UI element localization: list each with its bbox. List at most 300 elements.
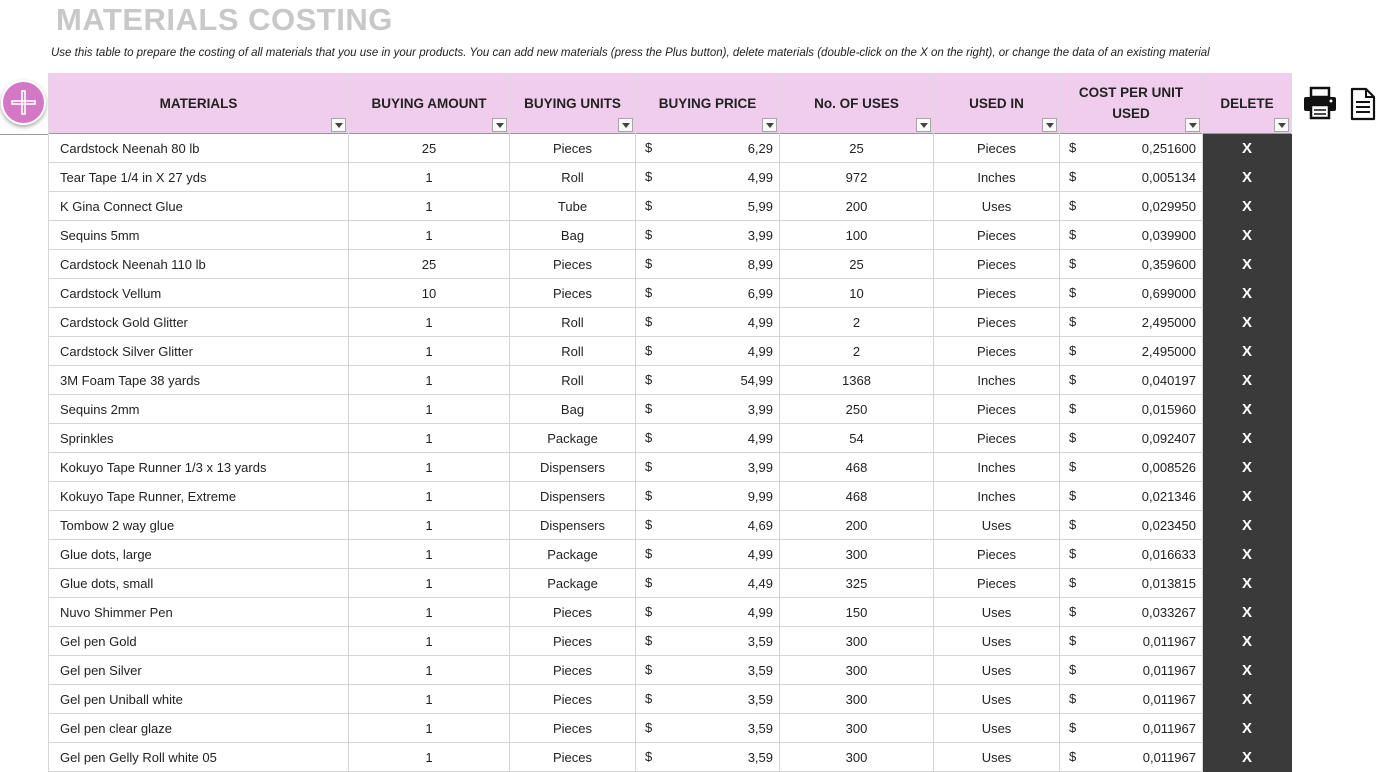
no-of-uses-cell[interactable]: 2	[780, 308, 934, 337]
column-header-materials: MATERIALS	[49, 73, 349, 134]
buying-price-cell[interactable]	[636, 627, 780, 656]
no-of-uses-cell[interactable]: 200	[780, 192, 934, 221]
delete-row-button[interactable]: X	[1203, 134, 1292, 163]
used-in-cell[interactable]: Pieces	[934, 221, 1060, 250]
table-row	[49, 192, 1292, 221]
used-in-cell[interactable]: Pieces	[934, 540, 1060, 569]
cost-per-unit-value: 0,011967	[1142, 662, 1196, 678]
cost-per-unit-cell[interactable]	[1060, 279, 1203, 308]
currency-symbol: $	[1069, 314, 1077, 329]
currency-symbol: $	[645, 459, 653, 474]
currency-symbol: $	[1069, 546, 1077, 561]
buying-price-cell[interactable]	[636, 250, 780, 279]
delete-row-button[interactable]: X	[1203, 627, 1292, 656]
delete-row-button[interactable]: X	[1203, 308, 1292, 337]
cost-per-unit-cell[interactable]	[1060, 656, 1203, 685]
cost-per-unit-value: 0,005134	[1141, 169, 1196, 185]
buying-price-cell[interactable]	[636, 134, 780, 163]
material-cell[interactable]: Kokuyo Tape Runner, Extreme	[49, 482, 349, 511]
buying-price-value: 4,99	[747, 604, 773, 620]
cost-per-unit-cell[interactable]	[1060, 308, 1203, 337]
cost-per-unit-value: 0,011967	[1142, 720, 1196, 736]
table-row	[49, 511, 1292, 540]
material-cell[interactable]: Gel pen Uniball white	[49, 685, 349, 714]
material-cell[interactable]: Sequins 5mm	[49, 221, 349, 250]
buying-units-cell[interactable]: Package	[510, 424, 636, 453]
buying-amount-cell[interactable]: 1	[349, 511, 510, 540]
no-of-uses-cell[interactable]: 200	[780, 511, 934, 540]
buying-price-cell[interactable]	[636, 511, 780, 540]
buying-units-cell[interactable]: Dispensers	[510, 482, 636, 511]
table-row	[49, 714, 1292, 743]
buying-units-cell[interactable]: Dispensers	[510, 453, 636, 482]
buying-amount-cell[interactable]: 1	[349, 308, 510, 337]
delete-row-button[interactable]: X	[1203, 714, 1292, 743]
buying-amount-cell[interactable]: 25	[349, 134, 510, 163]
currency-symbol: $	[645, 720, 653, 735]
buying-price-value: 6,29	[747, 140, 773, 156]
table-row	[49, 134, 1292, 163]
buying-price-value: 6,99	[747, 285, 773, 301]
table-row	[49, 279, 1292, 308]
currency-symbol: $	[1069, 227, 1077, 242]
buying-units-cell[interactable]: Package	[510, 569, 636, 598]
currency-symbol: $	[1069, 169, 1077, 184]
currency-symbol: $	[1069, 488, 1077, 503]
cost-per-unit-cell[interactable]	[1060, 511, 1203, 540]
table-row	[49, 482, 1292, 511]
cost-per-unit-value: 0,015960	[1141, 401, 1196, 417]
used-in-cell[interactable]: Uses	[934, 656, 1060, 685]
cost-per-unit-value: 0,033267	[1141, 604, 1196, 620]
currency-symbol: $	[645, 314, 653, 329]
page-title: MATERIALS COSTING	[56, 2, 393, 37]
buying-price-cell[interactable]	[636, 685, 780, 714]
delete-row-button[interactable]: X	[1203, 337, 1292, 366]
buying-units-cell[interactable]: Bag	[510, 395, 636, 424]
no-of-uses-cell[interactable]: 300	[780, 714, 934, 743]
column-header-cost-per-unit-used: COST PER UNIT USED	[1060, 73, 1203, 134]
currency-symbol: $	[645, 140, 653, 155]
column-header-buying-price: BUYING PRICE	[636, 73, 780, 134]
delete-row-button[interactable]: X	[1203, 511, 1292, 540]
buying-amount-cell[interactable]: 1	[349, 192, 510, 221]
used-in-cell[interactable]: Uses	[934, 627, 1060, 656]
cost-per-unit-cell[interactable]	[1060, 453, 1203, 482]
material-cell[interactable]: Sequins 2mm	[49, 395, 349, 424]
buying-amount-cell[interactable]: 1	[349, 395, 510, 424]
cost-per-unit-cell[interactable]	[1060, 598, 1203, 627]
table-row	[49, 163, 1292, 192]
cost-per-unit-cell[interactable]	[1060, 395, 1203, 424]
buying-price-value: 4,69	[747, 517, 773, 533]
cost-per-unit-cell[interactable]	[1060, 366, 1203, 395]
buying-amount-cell[interactable]: 1	[349, 163, 510, 192]
cost-per-unit-value: 0,016633	[1141, 546, 1196, 562]
column-header-buying-amount: BUYING AMOUNT	[349, 73, 510, 134]
buying-amount-cell[interactable]: 1	[349, 714, 510, 743]
cost-per-unit-value: 0,011967	[1142, 691, 1196, 707]
buying-price-cell[interactable]	[636, 482, 780, 511]
currency-symbol: $	[1069, 401, 1077, 416]
filter-dropdown-icon[interactable]	[618, 118, 633, 132]
currency-symbol: $	[645, 285, 653, 300]
buying-price-cell[interactable]	[636, 279, 780, 308]
material-cell[interactable]: Cardstock Gold Glitter	[49, 308, 349, 337]
buying-price-cell[interactable]	[636, 598, 780, 627]
buying-amount-cell[interactable]: 1	[349, 366, 510, 395]
buying-units-cell[interactable]: Pieces	[510, 656, 636, 685]
currency-symbol: $	[1069, 198, 1077, 213]
material-cell[interactable]: K Gina Connect Glue	[49, 192, 349, 221]
material-cell[interactable]: Gel pen Silver	[49, 656, 349, 685]
cost-per-unit-value: 0,011967	[1142, 633, 1196, 649]
table-row	[49, 395, 1292, 424]
cost-per-unit-value: 0,040197	[1141, 372, 1196, 388]
cost-per-unit-value: 2,495000	[1141, 343, 1196, 359]
table-row	[49, 627, 1292, 656]
buying-amount-cell[interactable]: 1	[349, 685, 510, 714]
currency-symbol: $	[645, 691, 653, 706]
cost-per-unit-value: 0,021346	[1141, 488, 1196, 504]
no-of-uses-cell[interactable]: 2	[780, 337, 934, 366]
document-icon[interactable]	[1350, 87, 1376, 121]
cost-per-unit-value: 0,359600	[1141, 256, 1196, 272]
delete-row-button[interactable]: X	[1203, 250, 1292, 279]
material-cell[interactable]: Cardstock Silver Glitter	[49, 337, 349, 366]
currency-symbol: $	[645, 256, 653, 271]
buying-price-value: 3,59	[747, 662, 773, 678]
used-in-cell[interactable]: Uses	[934, 598, 1060, 627]
used-in-cell[interactable]: Uses	[934, 511, 1060, 540]
delete-row-button[interactable]: X	[1203, 656, 1292, 685]
buying-amount-cell[interactable]: 1	[349, 598, 510, 627]
divider	[0, 134, 48, 135]
used-in-cell[interactable]: Uses	[934, 192, 1060, 221]
used-in-cell[interactable]: Pieces	[934, 308, 1060, 337]
cost-per-unit-value: 0,011967	[1142, 749, 1196, 765]
no-of-uses-cell[interactable]: 10	[780, 279, 934, 308]
cost-per-unit-value: 0,039900	[1141, 227, 1196, 243]
used-in-cell[interactable]: Inches	[934, 163, 1060, 192]
currency-symbol: $	[645, 749, 653, 764]
material-cell[interactable]: Cardstock Neenah 80 lb	[49, 134, 349, 163]
buying-amount-cell[interactable]: 10	[349, 279, 510, 308]
buying-price-value: 4,49	[747, 575, 773, 591]
cost-per-unit-cell[interactable]	[1060, 424, 1203, 453]
used-in-cell[interactable]: Uses	[934, 685, 1060, 714]
buying-units-cell[interactable]: Pieces	[510, 279, 636, 308]
buying-amount-cell[interactable]: 25	[349, 250, 510, 279]
cost-per-unit-value: 0,029950	[1141, 198, 1196, 214]
filter-dropdown-icon[interactable]	[1274, 118, 1289, 132]
used-in-cell[interactable]: Inches	[934, 366, 1060, 395]
buying-price-value: 3,59	[747, 691, 773, 707]
buying-units-cell[interactable]: Roll	[510, 308, 636, 337]
buying-amount-cell[interactable]: 1	[349, 627, 510, 656]
no-of-uses-cell[interactable]: 972	[780, 163, 934, 192]
delete-row-button[interactable]: X	[1203, 569, 1292, 598]
currency-symbol: $	[645, 575, 653, 590]
currency-symbol: $	[645, 546, 653, 561]
cost-per-unit-value: 0,699000	[1141, 285, 1196, 301]
buying-price-value: 5,99	[747, 198, 773, 214]
no-of-uses-cell[interactable]: 150	[780, 598, 934, 627]
buying-units-cell[interactable]: Tube	[510, 192, 636, 221]
plus-icon	[11, 90, 36, 115]
currency-symbol: $	[1069, 343, 1077, 358]
no-of-uses-cell[interactable]: 325	[780, 569, 934, 598]
no-of-uses-cell[interactable]: 100	[780, 221, 934, 250]
page-instructions: Use this table to prepare the costing of all materials that you use in your products. You can add new materials (press the Plus button), delete materials (double-click on the X on the right), or change the data of an existing material	[51, 47, 1210, 59]
no-of-uses-cell[interactable]: 300	[780, 743, 934, 772]
material-cell[interactable]: Sprinkles	[49, 424, 349, 453]
delete-row-button[interactable]: X	[1203, 221, 1292, 250]
buying-amount-cell[interactable]: 1	[349, 656, 510, 685]
cost-per-unit-cell[interactable]	[1060, 743, 1203, 772]
currency-symbol: $	[645, 633, 653, 648]
buying-units-cell[interactable]: Package	[510, 540, 636, 569]
buying-units-cell[interactable]: Pieces	[510, 250, 636, 279]
no-of-uses-cell[interactable]: 250	[780, 395, 934, 424]
buying-price-value: 54,99	[740, 372, 773, 388]
currency-symbol: $	[1069, 749, 1077, 764]
no-of-uses-cell[interactable]: 25	[780, 250, 934, 279]
currency-symbol: $	[1069, 662, 1077, 677]
table-row	[49, 540, 1292, 569]
buying-price-value: 4,99	[747, 169, 773, 185]
currency-symbol: $	[645, 430, 653, 445]
filter-dropdown-icon[interactable]	[331, 118, 346, 132]
delete-row-button[interactable]: X	[1203, 279, 1292, 308]
buying-price-value: 9,99	[747, 488, 773, 504]
material-cell[interactable]: Nuvo Shimmer Pen	[49, 598, 349, 627]
add-material-button[interactable]	[1, 80, 46, 125]
table-row	[49, 308, 1292, 337]
cost-per-unit-cell[interactable]	[1060, 714, 1203, 743]
material-cell[interactable]: Gel pen Gold	[49, 627, 349, 656]
column-header-buying-units: BUYING UNITS	[510, 73, 636, 134]
buying-price-cell[interactable]	[636, 395, 780, 424]
delete-row-button[interactable]: X	[1203, 482, 1292, 511]
buying-price-value: 3,59	[747, 633, 773, 649]
material-cell[interactable]: Gel pen Gelly Roll white 05	[49, 743, 349, 772]
column-header-no-of-uses: No. OF USES	[780, 73, 934, 134]
currency-symbol: $	[1069, 691, 1077, 706]
currency-symbol: $	[645, 662, 653, 677]
filter-dropdown-icon[interactable]	[492, 118, 507, 132]
delete-row-button[interactable]: X	[1203, 395, 1292, 424]
no-of-uses-cell[interactable]: 300	[780, 656, 934, 685]
material-cell[interactable]: 3M Foam Tape 38 yards	[49, 366, 349, 395]
used-in-cell[interactable]: Inches	[934, 453, 1060, 482]
delete-row-button[interactable]: X	[1203, 192, 1292, 221]
printer-icon[interactable]	[1302, 86, 1338, 120]
used-in-cell[interactable]: Pieces	[934, 424, 1060, 453]
column-header-used-in: USED IN	[934, 73, 1060, 134]
buying-amount-cell[interactable]: 1	[349, 569, 510, 598]
delete-row-button[interactable]: X	[1203, 424, 1292, 453]
currency-symbol: $	[645, 517, 653, 532]
buying-units-cell[interactable]: Pieces	[510, 627, 636, 656]
cost-per-unit-value: 0,008526	[1141, 459, 1196, 475]
currency-symbol: $	[1069, 517, 1077, 532]
material-cell[interactable]: Tear Tape 1/4 in X 27 yds	[49, 163, 349, 192]
buying-price-cell[interactable]	[636, 569, 780, 598]
buying-units-cell[interactable]: Dispensers	[510, 511, 636, 540]
currency-symbol: $	[1069, 140, 1077, 155]
buying-units-cell[interactable]: Pieces	[510, 714, 636, 743]
buying-units-cell[interactable]: Roll	[510, 337, 636, 366]
buying-units-cell[interactable]: Pieces	[510, 743, 636, 772]
delete-row-button[interactable]: X	[1203, 685, 1292, 714]
no-of-uses-cell[interactable]: 468	[780, 482, 934, 511]
cost-per-unit-cell[interactable]	[1060, 250, 1203, 279]
no-of-uses-cell[interactable]: 54	[780, 424, 934, 453]
cost-per-unit-value: 0,251600	[1141, 140, 1196, 156]
cost-per-unit-cell[interactable]	[1060, 192, 1203, 221]
buying-units-cell[interactable]: Pieces	[510, 598, 636, 627]
no-of-uses-cell[interactable]: 1368	[780, 366, 934, 395]
currency-symbol: $	[645, 169, 653, 184]
buying-units-cell[interactable]: Roll	[510, 163, 636, 192]
currency-symbol: $	[645, 372, 653, 387]
cost-per-unit-value: 0,023450	[1141, 517, 1196, 533]
cost-per-unit-value: 0,013815	[1141, 575, 1196, 591]
currency-symbol: $	[1069, 256, 1077, 271]
cost-per-unit-cell[interactable]	[1060, 221, 1203, 250]
currency-symbol: $	[1069, 633, 1077, 648]
buying-price-value: 8,99	[747, 256, 773, 272]
currency-symbol: $	[645, 604, 653, 619]
buying-amount-cell[interactable]: 1	[349, 424, 510, 453]
currency-symbol: $	[1069, 575, 1077, 590]
no-of-uses-cell[interactable]: 25	[780, 134, 934, 163]
table-row	[49, 598, 1292, 627]
buying-units-cell[interactable]: Pieces	[510, 134, 636, 163]
material-cell[interactable]: Kokuyo Tape Runner 1/3 x 13 yards	[49, 453, 349, 482]
material-cell[interactable]: Tombow 2 way glue	[49, 511, 349, 540]
delete-row-button[interactable]: X	[1203, 163, 1292, 192]
currency-symbol: $	[1069, 372, 1077, 387]
buying-amount-cell[interactable]: 1	[349, 482, 510, 511]
filter-dropdown-icon[interactable]	[1042, 118, 1057, 132]
cost-per-unit-cell[interactable]	[1060, 337, 1203, 366]
material-cell[interactable]: Glue dots, large	[49, 540, 349, 569]
cost-per-unit-cell[interactable]	[1060, 134, 1203, 163]
buying-units-cell[interactable]: Roll	[510, 366, 636, 395]
currency-symbol: $	[1069, 720, 1077, 735]
buying-price-cell[interactable]	[636, 424, 780, 453]
delete-row-button[interactable]: X	[1203, 366, 1292, 395]
used-in-cell[interactable]: Pieces	[934, 337, 1060, 366]
cost-per-unit-cell[interactable]	[1060, 163, 1203, 192]
no-of-uses-cell[interactable]: 300	[780, 540, 934, 569]
cost-per-unit-cell[interactable]	[1060, 627, 1203, 656]
no-of-uses-cell[interactable]: 300	[780, 627, 934, 656]
delete-row-button[interactable]: X	[1203, 598, 1292, 627]
cost-per-unit-cell[interactable]	[1060, 482, 1203, 511]
buying-amount-cell[interactable]: 1	[349, 453, 510, 482]
buying-price-cell[interactable]	[636, 308, 780, 337]
table-row	[49, 366, 1292, 395]
delete-row-button[interactable]: X	[1203, 453, 1292, 482]
table-row	[49, 569, 1292, 598]
material-cell[interactable]: Glue dots, small	[49, 569, 349, 598]
table-row	[49, 221, 1292, 250]
buying-price-value: 3,99	[747, 459, 773, 475]
table-row	[49, 424, 1292, 453]
buying-price-cell[interactable]	[636, 656, 780, 685]
table-header-row	[49, 73, 1292, 134]
buying-price-cell[interactable]	[636, 163, 780, 192]
table-row	[49, 337, 1292, 366]
buying-units-cell[interactable]: Pieces	[510, 685, 636, 714]
buying-price-cell[interactable]	[636, 453, 780, 482]
buying-price-cell[interactable]	[636, 192, 780, 221]
column-header-delete: DELETE	[1203, 73, 1292, 134]
buying-amount-cell[interactable]: 1	[349, 743, 510, 772]
buying-price-value: 3,59	[747, 749, 773, 765]
used-in-cell[interactable]: Pieces	[934, 134, 1060, 163]
filter-dropdown-icon[interactable]	[762, 118, 777, 132]
buying-amount-cell[interactable]: 1	[349, 337, 510, 366]
table-row	[49, 453, 1292, 482]
used-in-cell[interactable]: Pieces	[934, 250, 1060, 279]
used-in-cell[interactable]: Uses	[934, 743, 1060, 772]
buying-price-cell[interactable]	[636, 366, 780, 395]
delete-row-button[interactable]: X	[1203, 540, 1292, 569]
currency-symbol: $	[1069, 430, 1077, 445]
table-row	[49, 743, 1292, 772]
delete-row-button[interactable]: X	[1203, 743, 1292, 772]
no-of-uses-cell[interactable]: 468	[780, 453, 934, 482]
cost-per-unit-cell[interactable]	[1060, 569, 1203, 598]
cost-per-unit-value: 2,495000	[1141, 314, 1196, 330]
currency-symbol: $	[1069, 285, 1077, 300]
buying-price-cell[interactable]	[636, 337, 780, 366]
buying-price-value: 4,99	[747, 314, 773, 330]
used-in-cell[interactable]: Inches	[934, 482, 1060, 511]
buying-price-value: 4,99	[747, 546, 773, 562]
cost-per-unit-cell[interactable]	[1060, 540, 1203, 569]
used-in-cell[interactable]: Pieces	[934, 279, 1060, 308]
used-in-cell[interactable]: Pieces	[934, 569, 1060, 598]
materials-table	[48, 73, 1292, 772]
material-cell[interactable]: Cardstock Neenah 110 lb	[49, 250, 349, 279]
used-in-cell[interactable]: Uses	[934, 714, 1060, 743]
cost-per-unit-cell[interactable]	[1060, 685, 1203, 714]
material-cell[interactable]: Gel pen clear glaze	[49, 714, 349, 743]
buying-amount-cell[interactable]: 1	[349, 540, 510, 569]
currency-symbol: $	[645, 343, 653, 358]
buying-price-cell[interactable]	[636, 221, 780, 250]
buying-amount-cell[interactable]: 1	[349, 221, 510, 250]
buying-price-value: 3,59	[747, 720, 773, 736]
filter-dropdown-icon[interactable]	[1185, 118, 1200, 132]
filter-dropdown-icon[interactable]	[916, 118, 931, 132]
buying-price-cell[interactable]	[636, 714, 780, 743]
table-row	[49, 685, 1292, 714]
buying-price-cell[interactable]	[636, 743, 780, 772]
material-cell[interactable]: Cardstock Vellum	[49, 279, 349, 308]
buying-units-cell[interactable]: Bag	[510, 221, 636, 250]
buying-price-cell[interactable]	[636, 540, 780, 569]
table-row	[49, 656, 1292, 685]
no-of-uses-cell[interactable]: 300	[780, 685, 934, 714]
used-in-cell[interactable]: Pieces	[934, 395, 1060, 424]
currency-symbol: $	[645, 488, 653, 503]
